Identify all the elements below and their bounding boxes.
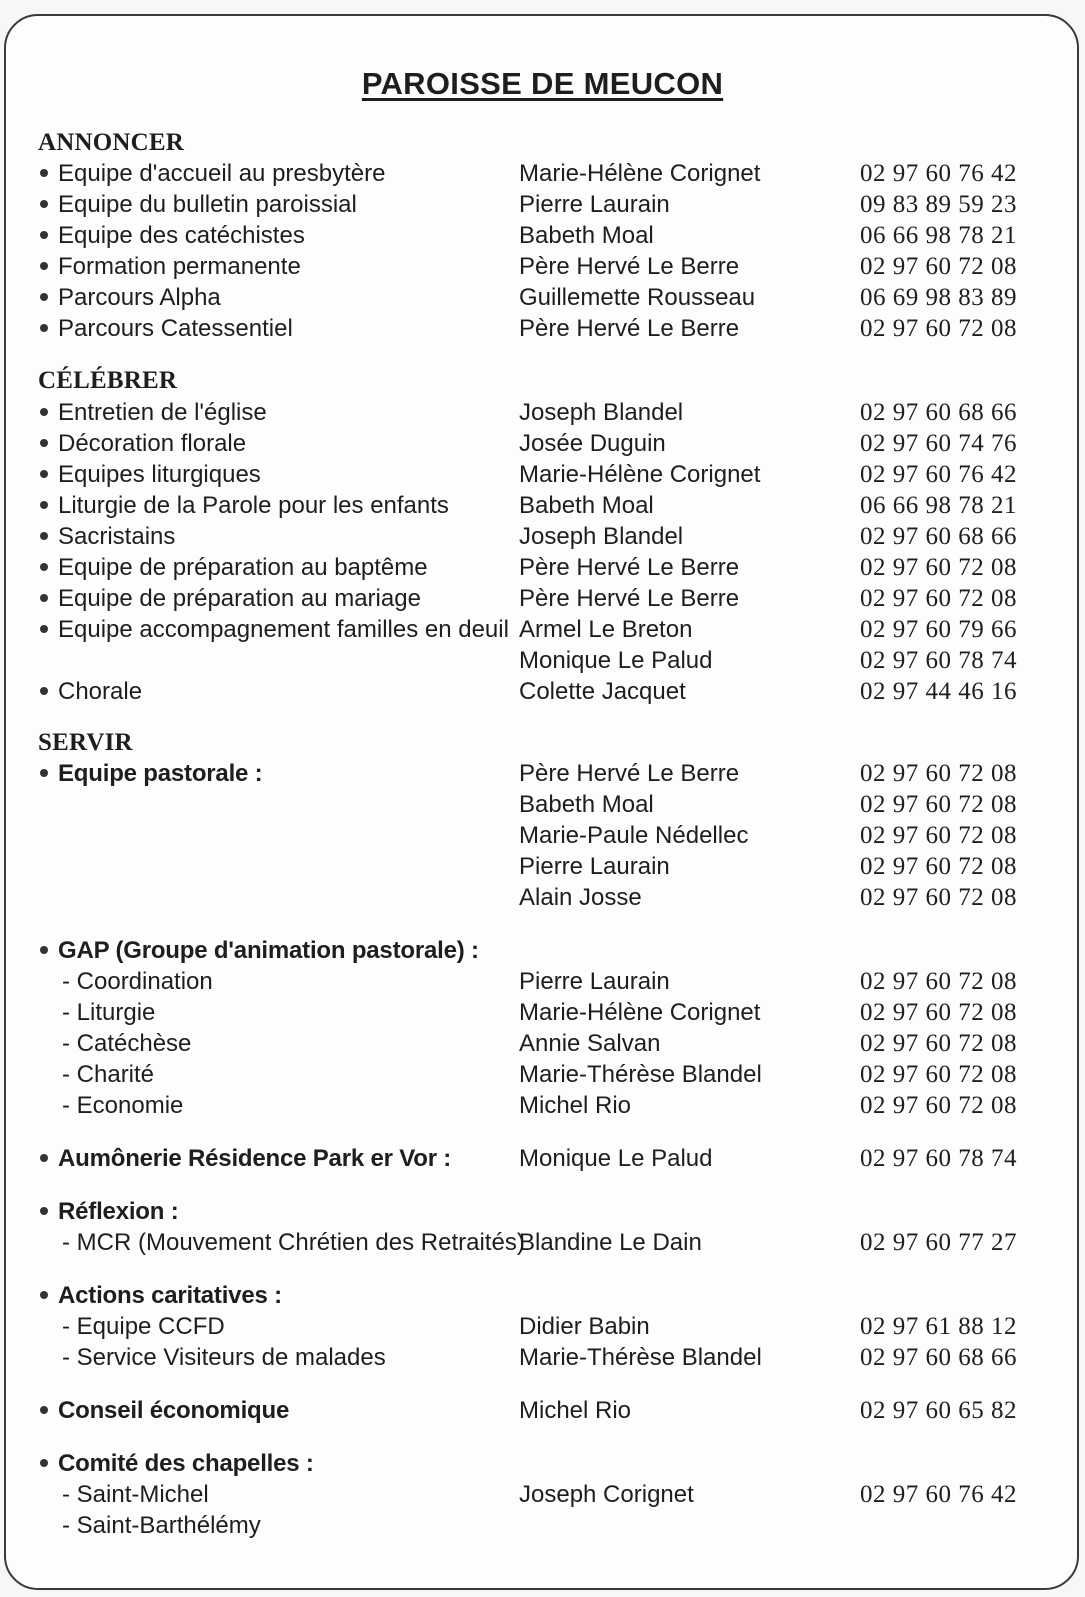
phone-number: 06 69 98 83 89 — [860, 284, 1017, 311]
bullet-icon — [40, 532, 48, 540]
list-item — [0, 397, 1085, 428]
bullet-icon — [40, 769, 48, 777]
phone-number: 02 97 60 77 27 — [860, 1229, 1017, 1256]
list-item — [0, 1227, 1085, 1258]
item-label: Liturgie de la Parole pour les enfants — [58, 492, 449, 519]
item-label: - Coordination — [62, 968, 213, 995]
list-item — [0, 645, 1085, 676]
contact-name: Marie-Hélène Corignet — [519, 461, 761, 488]
phone-number: 02 97 60 76 42 — [860, 160, 1017, 187]
contact-name: Babeth Moal — [519, 492, 654, 519]
bullet-icon — [40, 1154, 48, 1162]
phone-number: 02 97 60 76 42 — [860, 461, 1017, 488]
item-label: Décoration florale — [58, 430, 247, 457]
list-item — [0, 552, 1085, 583]
item-label: Equipe du bulletin paroissial — [58, 191, 357, 218]
group-label: Conseil économique — [58, 1397, 290, 1424]
list-item — [0, 1342, 1085, 1373]
group-label: Réflexion : — [58, 1198, 179, 1225]
bullet-icon — [40, 625, 48, 633]
list-item — [0, 282, 1085, 313]
list-item — [0, 1090, 1085, 1121]
contact-name: Armel Le Breton — [519, 616, 693, 643]
item-label: - MCR (Mouvement Chrétien des Retraités) — [62, 1229, 525, 1256]
phone-number: 02 97 61 88 12 — [860, 1313, 1017, 1340]
list-item — [0, 851, 1085, 882]
phone-number: 02 97 60 72 08 — [860, 1030, 1017, 1057]
contact-name: Marie-Hélène Corignet — [519, 160, 761, 187]
item-label: - Saint-Barthélémy — [62, 1512, 261, 1539]
bullet-icon — [40, 439, 48, 447]
item-label: Equipe accompagnement familles en deuil — [58, 616, 509, 643]
contact-name: Marie-Paule Nédellec — [519, 822, 749, 849]
item-label: Chorale — [58, 678, 143, 705]
item-label: Entretien de l'église — [58, 399, 267, 426]
list-item — [0, 966, 1085, 997]
contact-name: Pierre Laurain — [519, 968, 670, 995]
contact-name: Père Hervé Le Berre — [519, 760, 740, 787]
bullet-icon — [40, 408, 48, 416]
page-title: PAROISSE DE MEUCON — [361, 66, 724, 101]
contact-name: Marie-Thérèse Blandel — [519, 1344, 762, 1371]
contact-name: Père Hervé Le Berre — [519, 585, 740, 612]
phone-number: 02 97 60 72 08 — [860, 884, 1017, 911]
phone-number: 02 97 60 68 66 — [860, 399, 1017, 426]
contact-name: Père Hervé Le Berre — [519, 554, 740, 581]
phone-number: 02 97 60 72 08 — [860, 791, 1017, 818]
item-label: - Service Visiteurs de malades — [62, 1344, 386, 1371]
list-item — [0, 676, 1085, 707]
group-label: Aumônerie Résidence Park er Vor : — [58, 1145, 452, 1172]
list-item — [0, 1448, 1085, 1479]
item-label: Equipe d'accueil au presbytère — [58, 160, 386, 187]
contact-name: Joseph Corignet — [519, 1481, 694, 1508]
section-heading-annoncer: ANNONCER — [38, 129, 185, 156]
group-label: GAP (Groupe d'animation pastorale) : — [58, 937, 479, 964]
phone-number: 06 66 98 78 21 — [860, 222, 1017, 249]
bullet-icon — [40, 1459, 48, 1467]
list-item — [0, 459, 1085, 490]
list-item — [0, 1028, 1085, 1059]
contact-name: Monique Le Palud — [519, 647, 713, 674]
item-label: Equipes liturgiques — [58, 461, 261, 488]
bullet-icon — [40, 262, 48, 270]
list-item — [0, 935, 1085, 966]
bullet-icon — [40, 687, 48, 695]
contact-name: Colette Jacquet — [519, 678, 686, 705]
bullet-icon — [40, 946, 48, 954]
list-item — [0, 1479, 1085, 1510]
item-label: Equipe de préparation au baptême — [58, 554, 428, 581]
item-label: Parcours Alpha — [58, 284, 221, 311]
list-item — [0, 1196, 1085, 1227]
phone-number: 09 83 89 59 23 — [860, 191, 1017, 218]
bullet-icon — [40, 1291, 48, 1299]
contact-name: Blandine Le Dain — [519, 1229, 702, 1256]
list-item — [0, 758, 1085, 789]
phone-number: 02 97 60 65 82 — [860, 1397, 1017, 1424]
list-item — [0, 789, 1085, 820]
item-label: Formation permanente — [58, 253, 301, 280]
list-item — [0, 490, 1085, 521]
contact-name: Babeth Moal — [519, 222, 654, 249]
phone-number: 02 97 60 78 74 — [860, 1145, 1017, 1172]
contact-name: Pierre Laurain — [519, 853, 670, 880]
contact-name: Pierre Laurain — [519, 191, 670, 218]
contact-name: Monique Le Palud — [519, 1145, 713, 1172]
bullet-icon — [40, 1406, 48, 1414]
contact-name: Joseph Blandel — [519, 523, 684, 550]
list-item — [0, 1143, 1085, 1174]
list-item — [0, 1311, 1085, 1342]
group-label: Equipe pastorale : — [58, 760, 263, 787]
list-item — [0, 882, 1085, 913]
contact-name: Alain Josse — [519, 884, 642, 911]
contact-name: Guillemette Rousseau — [519, 284, 756, 311]
contact-name: Josée Duguin — [519, 430, 666, 457]
item-label: - Catéchèse — [62, 1030, 192, 1057]
phone-number: 02 97 60 72 08 — [860, 853, 1017, 880]
phone-number: 02 97 60 72 08 — [860, 822, 1017, 849]
list-item — [0, 1510, 1085, 1541]
contact-name: Père Hervé Le Berre — [519, 315, 740, 342]
list-item — [0, 820, 1085, 851]
bullet-icon — [40, 293, 48, 301]
bullet-icon — [40, 563, 48, 571]
bullet-icon — [40, 200, 48, 208]
contact-name: Père Hervé Le Berre — [519, 253, 740, 280]
list-item — [0, 158, 1085, 189]
contact-name: Marie-Thérèse Blandel — [519, 1061, 762, 1088]
phone-number: 02 97 60 72 08 — [860, 760, 1017, 787]
group-label: Comité des chapelles : — [58, 1450, 314, 1477]
contact-name: Michel Rio — [519, 1092, 632, 1119]
list-item — [0, 428, 1085, 459]
phone-number: 02 97 60 72 08 — [860, 999, 1017, 1026]
bullet-icon — [40, 470, 48, 478]
item-label: - Charité — [62, 1061, 155, 1088]
item-label: Sacristains — [58, 523, 176, 550]
item-label: - Saint-Michel — [62, 1481, 209, 1508]
list-item — [0, 189, 1085, 220]
bullet-icon — [40, 231, 48, 239]
phone-number: 02 97 60 72 08 — [860, 968, 1017, 995]
section-heading-celebrer: CÉLÉBRER — [38, 367, 178, 394]
phone-number: 02 97 60 68 66 — [860, 523, 1017, 550]
list-item — [0, 1059, 1085, 1090]
list-item — [0, 583, 1085, 614]
phone-number: 02 97 44 46 16 — [860, 678, 1017, 705]
contact-name: Joseph Blandel — [519, 399, 684, 426]
bullet-icon — [40, 594, 48, 602]
phone-number: 02 97 60 72 08 — [860, 1061, 1017, 1088]
phone-number: 02 97 60 76 42 — [860, 1481, 1017, 1508]
phone-number: 02 97 60 72 08 — [860, 585, 1017, 612]
phone-number: 02 97 60 72 08 — [860, 253, 1017, 280]
contact-name: Didier Babin — [519, 1313, 650, 1340]
item-label: - Liturgie — [62, 999, 156, 1026]
item-label: Parcours Catessentiel — [58, 315, 293, 342]
section-heading-servir: SERVIR — [38, 729, 133, 756]
list-item — [0, 251, 1085, 282]
phone-number: 02 97 60 72 08 — [860, 1092, 1017, 1119]
list-item — [0, 313, 1085, 344]
phone-number: 02 97 60 78 74 — [860, 647, 1017, 674]
contact-name: Babeth Moal — [519, 791, 654, 818]
bullet-icon — [40, 1207, 48, 1215]
list-item — [0, 614, 1085, 645]
bullet-icon — [40, 501, 48, 509]
phone-number: 02 97 60 72 08 — [860, 315, 1017, 342]
phone-number: 06 66 98 78 21 — [860, 492, 1017, 519]
list-item — [0, 1280, 1085, 1311]
contact-name: Michel Rio — [519, 1397, 632, 1424]
list-item — [0, 1395, 1085, 1426]
phone-number: 02 97 60 74 76 — [860, 430, 1017, 457]
bullet-icon — [40, 169, 48, 177]
item-label: - Equipe CCFD — [62, 1313, 225, 1340]
item-label: Equipe des catéchistes — [58, 222, 305, 249]
phone-number: 02 97 60 72 08 — [860, 554, 1017, 581]
phone-number: 02 97 60 68 66 — [860, 1344, 1017, 1371]
contact-name: Marie-Hélène Corignet — [519, 999, 761, 1026]
group-label: Actions caritatives : — [58, 1282, 282, 1309]
item-label: Equipe de préparation au mariage — [58, 585, 421, 612]
list-item — [0, 220, 1085, 251]
item-label: - Economie — [62, 1092, 184, 1119]
list-item — [0, 997, 1085, 1028]
phone-number: 02 97 60 79 66 — [860, 616, 1017, 643]
contact-name: Annie Salvan — [519, 1030, 661, 1057]
bullet-icon — [40, 324, 48, 332]
list-item — [0, 521, 1085, 552]
